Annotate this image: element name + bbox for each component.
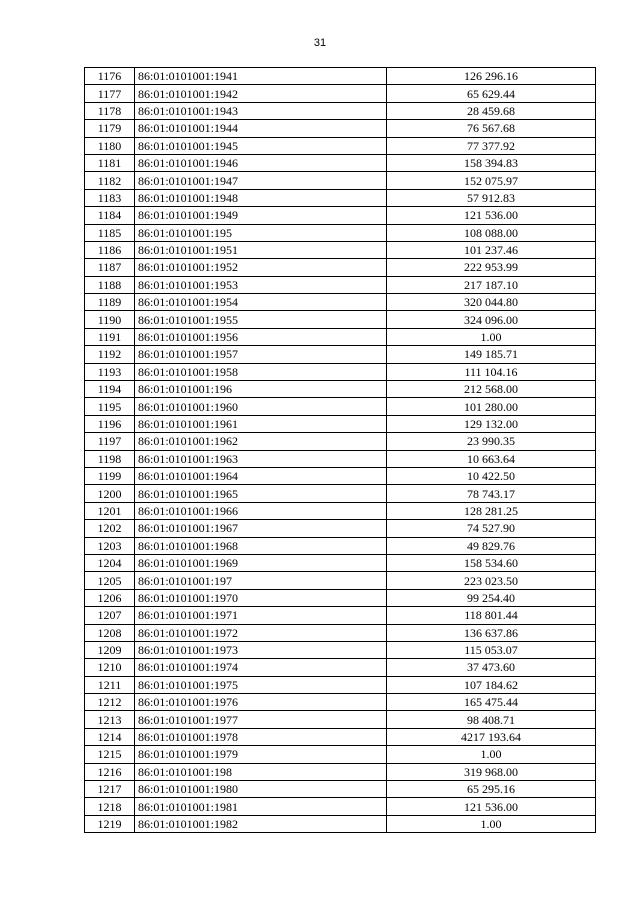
cadastral-value-cell: 78 743.17 <box>387 485 596 502</box>
row-number-cell: 1187 <box>85 259 135 276</box>
table-row <box>85 641 596 658</box>
cadastral-value-cell: 121 536.00 <box>387 207 596 224</box>
cadastral-number-cell: 86:01:0101001:1953 <box>135 276 387 293</box>
cadastral-number-cell: 86:01:0101001:1954 <box>135 294 387 311</box>
cadastral-value-cell: 49 829.76 <box>387 537 596 554</box>
cadastral-number-cell: 86:01:0101001:1973 <box>135 641 387 658</box>
cadastral-number-cell: 86:01:0101001:1975 <box>135 676 387 693</box>
table-row <box>85 172 596 189</box>
row-number-cell: 1179 <box>85 120 135 137</box>
cadastral-value-cell: 28 459.68 <box>387 102 596 119</box>
table-row <box>85 294 596 311</box>
table-row <box>85 398 596 415</box>
table-row <box>85 676 596 693</box>
cadastral-number-cell: 86:01:0101001:1969 <box>135 554 387 571</box>
table-row <box>85 328 596 345</box>
cadastral-value-cell: 57 912.83 <box>387 189 596 206</box>
cadastral-value-cell: 76 567.68 <box>387 120 596 137</box>
cadastral-value-cell: 212 568.00 <box>387 381 596 398</box>
cadastral-number-cell: 86:01:0101001:1947 <box>135 172 387 189</box>
cadastral-number-cell: 86:01:0101001:1968 <box>135 537 387 554</box>
row-number-cell: 1217 <box>85 781 135 798</box>
cadastral-value-cell: 37 473.60 <box>387 659 596 676</box>
table-row <box>85 485 596 502</box>
cadastral-value-cell: 158 534.60 <box>387 554 596 571</box>
row-number-cell: 1191 <box>85 328 135 345</box>
cadastral-number-cell: 86:01:0101001:1978 <box>135 728 387 745</box>
cadastral-value-cell: 1.00 <box>387 746 596 763</box>
cadastral-value-cell: 101 280.00 <box>387 398 596 415</box>
cadastral-number-cell: 86:01:0101001:1971 <box>135 607 387 624</box>
row-number-cell: 1192 <box>85 346 135 363</box>
table-row <box>85 68 596 85</box>
cadastral-number-cell: 86:01:0101001:1952 <box>135 259 387 276</box>
table-row <box>85 694 596 711</box>
cadastral-value-cell: 101 237.46 <box>387 241 596 258</box>
cadastral-value-table <box>84 67 596 833</box>
cadastral-value-cell: 99 254.40 <box>387 589 596 606</box>
table-row <box>85 746 596 763</box>
cadastral-number-cell: 86:01:0101001:1972 <box>135 624 387 641</box>
cadastral-number-cell: 86:01:0101001:1949 <box>135 207 387 224</box>
cadastral-number-cell: 86:01:0101001:1941 <box>135 68 387 85</box>
cadastral-number-cell: 86:01:0101001:1976 <box>135 694 387 711</box>
cadastral-number-cell: 86:01:0101001:1955 <box>135 311 387 328</box>
cadastral-value-cell: 165 475.44 <box>387 694 596 711</box>
row-number-cell: 1190 <box>85 311 135 328</box>
row-number-cell: 1188 <box>85 276 135 293</box>
row-number-cell: 1208 <box>85 624 135 641</box>
table-row <box>85 102 596 119</box>
table-row <box>85 572 596 589</box>
cadastral-value-cell: 118 801.44 <box>387 607 596 624</box>
cadastral-number-cell: 86:01:0101001:1957 <box>135 346 387 363</box>
row-number-cell: 1177 <box>85 85 135 102</box>
table-row <box>85 276 596 293</box>
table-row <box>85 241 596 258</box>
cadastral-number-cell: 86:01:0101001:1942 <box>135 85 387 102</box>
cadastral-number-cell: 86:01:0101001:1974 <box>135 659 387 676</box>
row-number-cell: 1198 <box>85 450 135 467</box>
table-row <box>85 728 596 745</box>
cadastral-number-cell: 86:01:0101001:1970 <box>135 589 387 606</box>
cadastral-value-cell: 223 023.50 <box>387 572 596 589</box>
cadastral-value-cell: 126 296.16 <box>387 68 596 85</box>
table-row <box>85 763 596 780</box>
row-number-cell: 1207 <box>85 607 135 624</box>
table-row <box>85 363 596 380</box>
cadastral-value-cell: 4217 193.64 <box>387 728 596 745</box>
cadastral-value-cell: 74 527.90 <box>387 520 596 537</box>
cadastral-value-cell: 129 132.00 <box>387 415 596 432</box>
table-row <box>85 607 596 624</box>
row-number-cell: 1186 <box>85 241 135 258</box>
table-row <box>85 120 596 137</box>
row-number-cell: 1176 <box>85 68 135 85</box>
cadastral-value-cell: 115 053.07 <box>387 641 596 658</box>
cadastral-number-cell: 86:01:0101001:1962 <box>135 433 387 450</box>
cadastral-number-cell: 86:01:0101001:1977 <box>135 711 387 728</box>
cadastral-number-cell: 86:01:0101001:198 <box>135 763 387 780</box>
row-number-cell: 1193 <box>85 363 135 380</box>
row-number-cell: 1211 <box>85 676 135 693</box>
table-row <box>85 624 596 641</box>
row-number-cell: 1185 <box>85 224 135 241</box>
table-row <box>85 554 596 571</box>
cadastral-number-cell: 86:01:0101001:1960 <box>135 398 387 415</box>
cadastral-number-cell: 86:01:0101001:1964 <box>135 467 387 484</box>
cadastral-value-cell: 128 281.25 <box>387 502 596 519</box>
row-number-cell: 1204 <box>85 554 135 571</box>
table-row <box>85 520 596 537</box>
table-row <box>85 798 596 815</box>
table-row <box>85 137 596 154</box>
page-number: 31 <box>313 37 327 49</box>
row-number-cell: 1183 <box>85 189 135 206</box>
cadastral-value-cell: 158 394.83 <box>387 154 596 171</box>
row-number-cell: 1199 <box>85 467 135 484</box>
row-number-cell: 1197 <box>85 433 135 450</box>
cadastral-number-cell: 86:01:0101001:1961 <box>135 415 387 432</box>
cadastral-value-cell: 222 953.99 <box>387 259 596 276</box>
cadastral-number-cell: 86:01:0101001:1966 <box>135 502 387 519</box>
cadastral-value-cell: 152 075.97 <box>387 172 596 189</box>
cadastral-number-cell: 86:01:0101001:1946 <box>135 154 387 171</box>
cadastral-value-cell: 217 187.10 <box>387 276 596 293</box>
cadastral-value-cell: 65 629.44 <box>387 85 596 102</box>
table-row <box>85 450 596 467</box>
row-number-cell: 1216 <box>85 763 135 780</box>
cadastral-value-cell: 319 968.00 <box>387 763 596 780</box>
row-number-cell: 1189 <box>85 294 135 311</box>
row-number-cell: 1214 <box>85 728 135 745</box>
cadastral-number-cell: 86:01:0101001:197 <box>135 572 387 589</box>
table-row <box>85 781 596 798</box>
cadastral-number-cell: 86:01:0101001:1943 <box>135 102 387 119</box>
table-row <box>85 346 596 363</box>
cadastral-value-cell: 121 536.00 <box>387 798 596 815</box>
table-row <box>85 659 596 676</box>
row-number-cell: 1218 <box>85 798 135 815</box>
table-row <box>85 467 596 484</box>
cadastral-value-cell: 1.00 <box>387 815 596 832</box>
row-number-cell: 1178 <box>85 102 135 119</box>
cadastral-number-cell: 86:01:0101001:1948 <box>135 189 387 206</box>
row-number-cell: 1212 <box>85 694 135 711</box>
cadastral-number-cell: 86:01:0101001:1958 <box>135 363 387 380</box>
row-number-cell: 1206 <box>85 589 135 606</box>
table-row <box>85 381 596 398</box>
table-row <box>85 433 596 450</box>
cadastral-number-cell: 86:01:0101001:1956 <box>135 328 387 345</box>
table-row <box>85 815 596 832</box>
cadastral-number-cell: 86:01:0101001:1945 <box>135 137 387 154</box>
cadastral-value-cell: 98 408.71 <box>387 711 596 728</box>
cadastral-value-cell: 23 990.35 <box>387 433 596 450</box>
row-number-cell: 1202 <box>85 520 135 537</box>
row-number-cell: 1180 <box>85 137 135 154</box>
row-number-cell: 1182 <box>85 172 135 189</box>
table-row <box>85 502 596 519</box>
table-row <box>85 154 596 171</box>
cadastral-value-cell: 136 637.86 <box>387 624 596 641</box>
cadastral-number-cell: 86:01:0101001:1944 <box>135 120 387 137</box>
table-row <box>85 711 596 728</box>
cadastral-number-cell: 86:01:0101001:1963 <box>135 450 387 467</box>
cadastral-number-cell: 86:01:0101001:195 <box>135 224 387 241</box>
cadastral-value-cell: 111 104.16 <box>387 363 596 380</box>
row-number-cell: 1205 <box>85 572 135 589</box>
row-number-cell: 1184 <box>85 207 135 224</box>
table-row <box>85 589 596 606</box>
cadastral-value-cell: 107 184.62 <box>387 676 596 693</box>
cadastral-value-cell: 149 185.71 <box>387 346 596 363</box>
cadastral-number-cell: 86:01:0101001:1982 <box>135 815 387 832</box>
cadastral-number-cell: 86:01:0101001:1965 <box>135 485 387 502</box>
cadastral-value-cell: 1.00 <box>387 328 596 345</box>
row-number-cell: 1213 <box>85 711 135 728</box>
cadastral-number-cell: 86:01:0101001:1980 <box>135 781 387 798</box>
table-row <box>85 259 596 276</box>
row-number-cell: 1203 <box>85 537 135 554</box>
table-row <box>85 207 596 224</box>
table-row <box>85 537 596 554</box>
row-number-cell: 1209 <box>85 641 135 658</box>
table-row <box>85 85 596 102</box>
cadastral-number-cell: 86:01:0101001:1979 <box>135 746 387 763</box>
cadastral-value-cell: 320 044.80 <box>387 294 596 311</box>
cadastral-number-cell: 86:01:0101001:1967 <box>135 520 387 537</box>
table-row <box>85 224 596 241</box>
table-row <box>85 415 596 432</box>
table-body <box>85 68 596 833</box>
row-number-cell: 1196 <box>85 415 135 432</box>
cadastral-value-cell: 77 377.92 <box>387 137 596 154</box>
row-number-cell: 1195 <box>85 398 135 415</box>
cadastral-number-cell: 86:01:0101001:1981 <box>135 798 387 815</box>
row-number-cell: 1210 <box>85 659 135 676</box>
row-number-cell: 1219 <box>85 815 135 832</box>
row-number-cell: 1181 <box>85 154 135 171</box>
cadastral-value-cell: 108 088.00 <box>387 224 596 241</box>
cadastral-value-cell: 324 096.00 <box>387 311 596 328</box>
cadastral-value-cell: 65 295.16 <box>387 781 596 798</box>
cadastral-number-cell: 86:01:0101001:196 <box>135 381 387 398</box>
row-number-cell: 1194 <box>85 381 135 398</box>
row-number-cell: 1200 <box>85 485 135 502</box>
cadastral-number-cell: 86:01:0101001:1951 <box>135 241 387 258</box>
row-number-cell: 1201 <box>85 502 135 519</box>
table-row <box>85 189 596 206</box>
cadastral-value-cell: 10 663.64 <box>387 450 596 467</box>
table-row <box>85 311 596 328</box>
row-number-cell: 1215 <box>85 746 135 763</box>
cadastral-value-cell: 10 422.50 <box>387 467 596 484</box>
